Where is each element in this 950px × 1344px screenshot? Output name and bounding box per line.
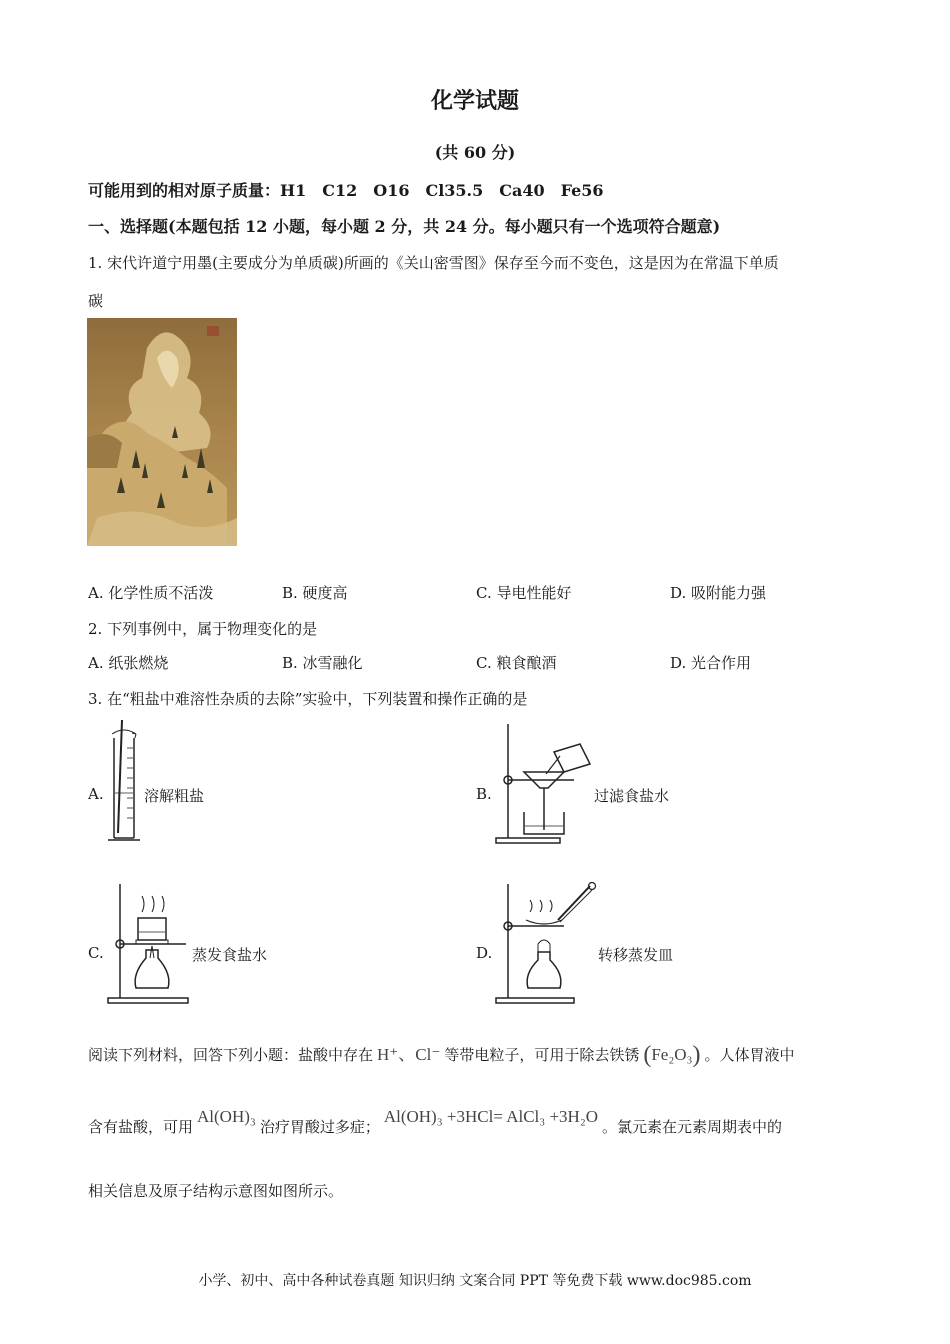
reaction-equation: Al(OH)₃ +3HCl= AlCl₃ +3H₂O xyxy=(383,1107,599,1126)
rust-formula: (Fe₂O₃) xyxy=(643,1042,701,1068)
reading-text: 。人体胃液中 xyxy=(704,1046,795,1064)
aluminum-hydroxide-formula: Al(OH)₃ xyxy=(197,1107,256,1126)
q2-option-c[interactable]: C. 粮食酿酒 xyxy=(476,654,557,672)
reading-text: 。氯元素在元素周期表中的 xyxy=(602,1118,783,1136)
page-footer: 小学、初中、高中各种试卷真题 知识归纳 文案合同 PPT 等免费下载 www.doc985.com xyxy=(198,1273,752,1289)
q2-option-a[interactable]: A. 纸张燃烧 xyxy=(88,654,169,672)
q1-option-d[interactable]: D. 吸附能力强 xyxy=(670,584,767,602)
q3-option-a-letter[interactable]: A. xyxy=(88,785,104,803)
reading-line-2 xyxy=(88,1107,868,1137)
reading-text: 治疗胃酸过多症； xyxy=(259,1118,380,1136)
cylinder-stirring-figure xyxy=(104,718,144,846)
rust-formula-text: Fe₂O₃ xyxy=(651,1045,693,1064)
reading-text: 等带电粒子，可用于除去铁锈 xyxy=(444,1046,640,1064)
atomic-mass-line: 可能用到的相对原子质量：H1 C12 O16 Cl35.5 Ca40 Fe56 xyxy=(88,181,604,200)
q1-option-c[interactable]: C. 导电性能好 xyxy=(476,584,572,602)
evaporation-beaker-figure xyxy=(106,882,192,1006)
page-subtitle: (共 60 分) xyxy=(434,143,516,162)
ions-formula: H⁺、Cl⁻ xyxy=(377,1045,441,1064)
transfer-dish-figure xyxy=(494,878,600,1006)
q3-option-d-caption: 转移蒸发皿 xyxy=(598,946,674,964)
q1-stem-line1: 1. 宋代许道宁用墨(主要成分为单质碳)所画的《关山密雪图》保存至今而不变色，这是因为在常温下单质 xyxy=(88,254,779,272)
q3-option-b-letter[interactable]: B. xyxy=(476,785,492,803)
section-one-heading: 一、选择题(本题包括 12 小题，每小题 2 分，共 24 分。每小题只有一个选项符合题意) xyxy=(88,217,721,236)
reading-text: 阅读下列材料，回答下列小题：盐酸中存在 xyxy=(88,1046,374,1064)
filtration-figure xyxy=(494,722,594,846)
q3-option-d-letter[interactable]: D. xyxy=(476,944,493,962)
q3-stem: 3. 在“粗盐中难溶性杂质的去除”实验中，下列装置和操作正确的是 xyxy=(88,690,528,708)
q2-option-b[interactable]: B. 冰雪融化 xyxy=(282,654,363,672)
q3-option-c-caption: 蒸发食盐水 xyxy=(192,946,268,964)
reading-text: 含有盐酸，可用 xyxy=(88,1118,194,1136)
q2-stem: 2. 下列事例中，属于物理变化的是 xyxy=(88,620,318,638)
q1-option-b[interactable]: B. 硬度高 xyxy=(282,584,348,602)
q1-stem-line2: 碳 xyxy=(88,292,104,310)
reading-line-1 xyxy=(88,1040,868,1069)
reading-line-3: 相关信息及原子结构示意图如图所示。 xyxy=(88,1182,344,1200)
q3-option-b-caption: 过滤食盐水 xyxy=(594,787,670,805)
q3-option-a-caption: 溶解粗盐 xyxy=(144,787,205,805)
q1-option-a[interactable]: A. 化学性质不活泼 xyxy=(88,584,214,602)
page-title: 化学试题 xyxy=(430,89,519,114)
q2-option-d[interactable]: D. 光合作用 xyxy=(670,654,752,672)
snow-mountain-painting xyxy=(87,318,237,546)
q3-option-c-letter[interactable]: C. xyxy=(88,944,104,962)
